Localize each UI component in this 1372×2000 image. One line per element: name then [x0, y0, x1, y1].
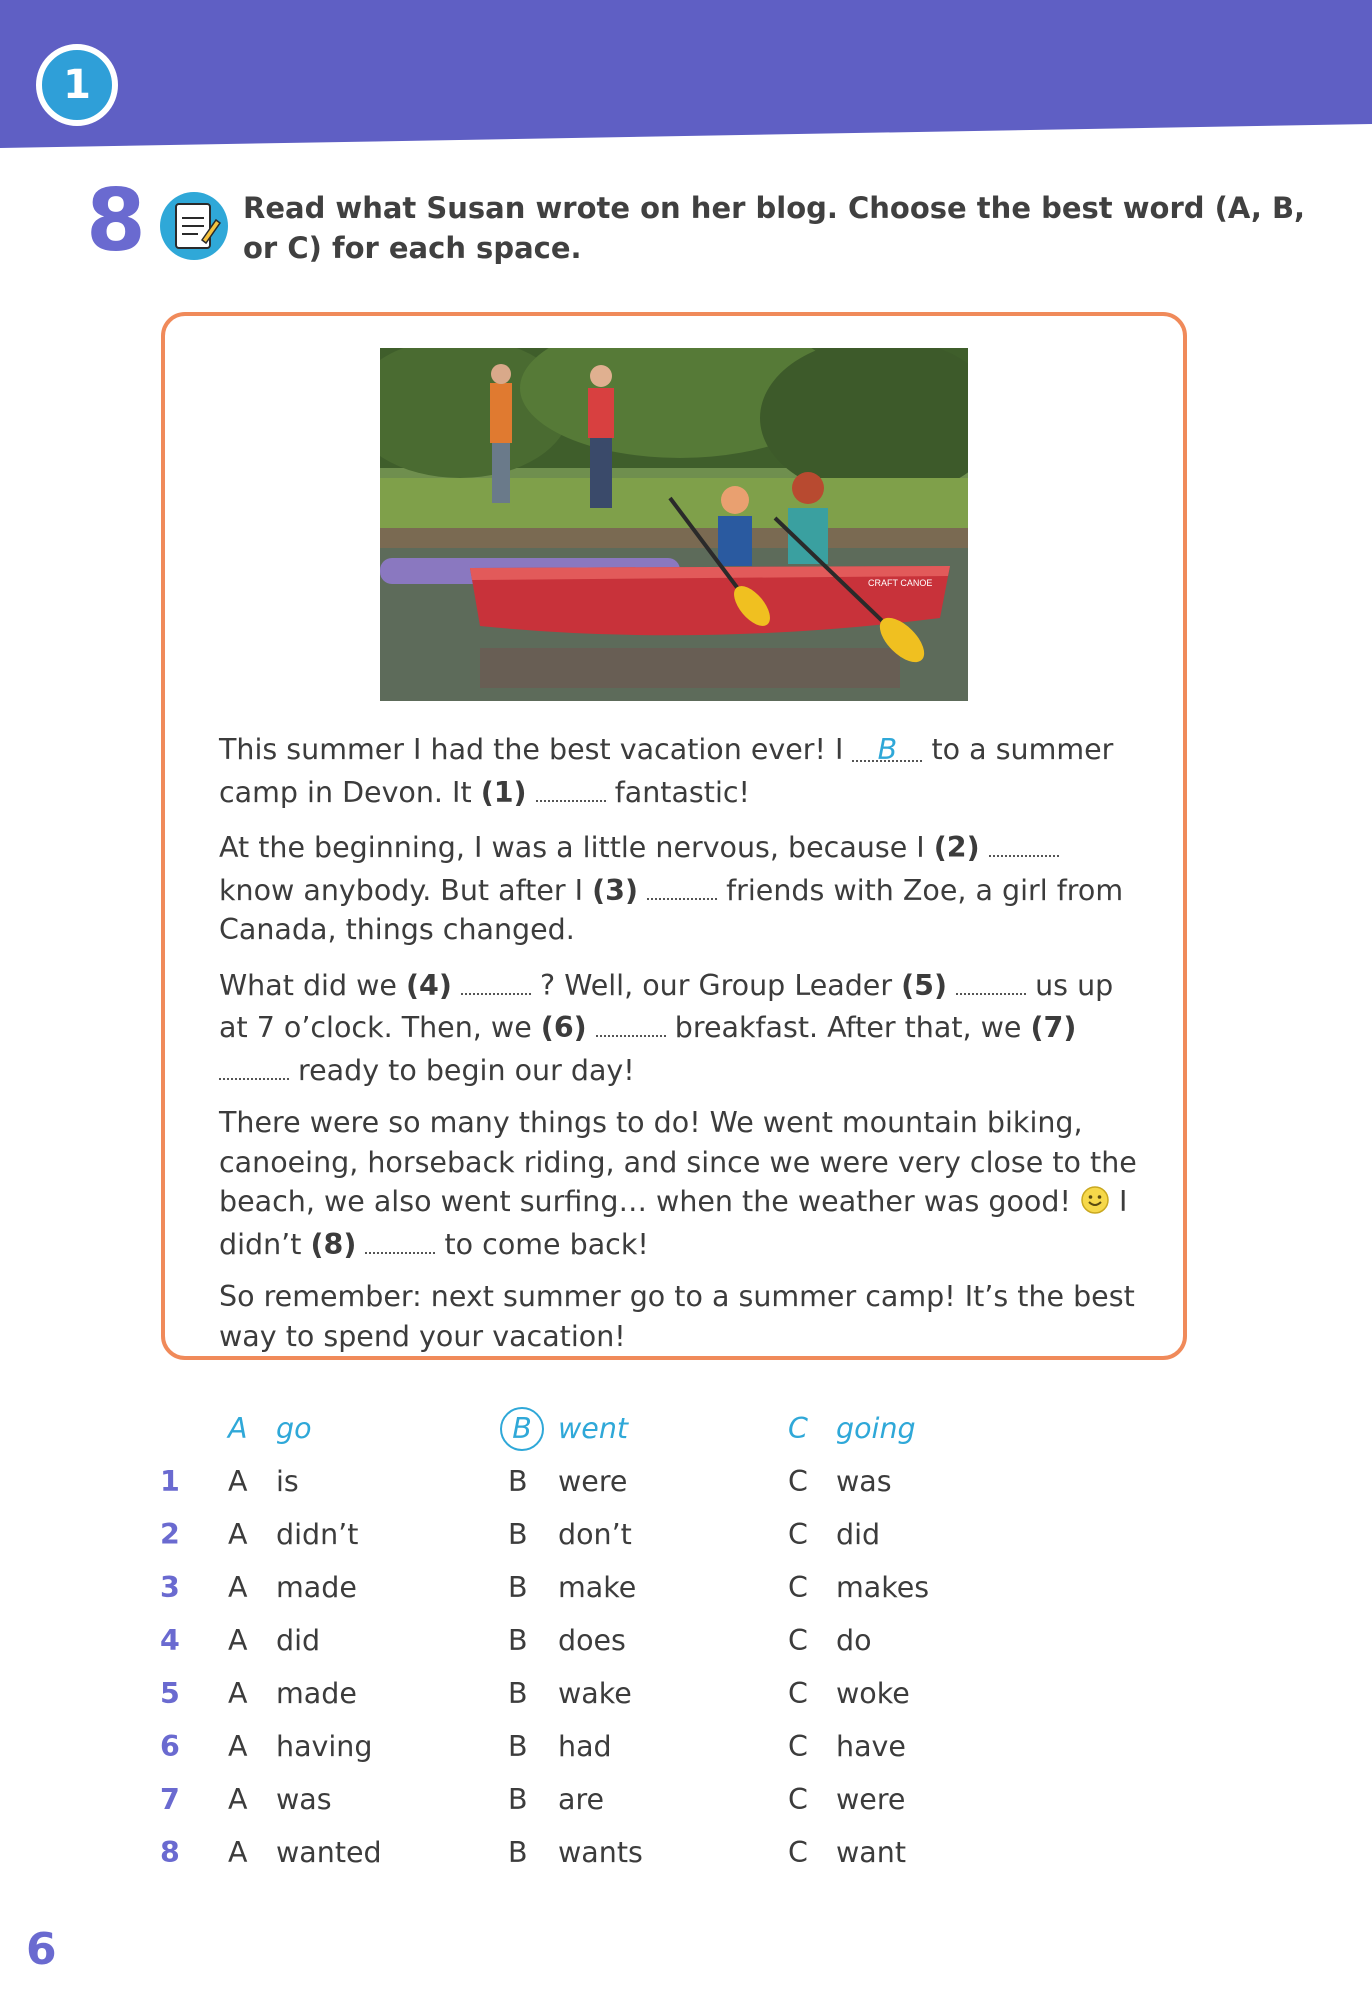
option-word[interactable]: is	[276, 1465, 299, 1498]
option-word[interactable]: have	[836, 1730, 906, 1763]
question-number: 5	[160, 1677, 180, 1710]
exercise-instructions: Read what Susan wrote on her blog. Choose the best word (A, B, or C) for each space.	[243, 191, 1306, 265]
option-row	[156, 1571, 1156, 1624]
unit-number: 1	[63, 62, 91, 108]
option-word[interactable]: don’t	[558, 1518, 632, 1551]
option-letter: A	[228, 1412, 248, 1445]
option-word[interactable]: did	[276, 1624, 321, 1657]
option-word[interactable]: are	[558, 1783, 605, 1816]
option-word[interactable]: were	[558, 1465, 628, 1498]
question-number: 3	[160, 1571, 180, 1604]
option-word[interactable]: went	[558, 1412, 629, 1445]
unit-badge	[36, 44, 118, 126]
option-letter: B	[508, 1783, 528, 1816]
example-option-row	[156, 1412, 1156, 1465]
option-word[interactable]: going	[836, 1412, 916, 1445]
question-number: 4	[160, 1624, 180, 1657]
option-rows	[156, 1465, 1156, 1889]
option-letter: A	[228, 1518, 248, 1551]
option-word[interactable]: make	[558, 1571, 637, 1604]
option-row	[156, 1465, 1156, 1518]
option-letter: A	[228, 1571, 248, 1604]
option-row	[156, 1624, 1156, 1677]
option-letter: A	[228, 1465, 248, 1498]
question-number: 8	[160, 1836, 180, 1869]
blog-paragraph-4: There were so many things to do! We went mountain biking, canoeing, horseback riding, and since we were very close to the beach, we also went surfing… when the weather was good! I didn’t (8) to come back!	[219, 1106, 1137, 1261]
option-letter: C	[788, 1730, 808, 1763]
option-letter: C	[788, 1677, 808, 1710]
page-number: 6	[26, 1924, 57, 1975]
option-word[interactable]: were	[836, 1783, 906, 1816]
canoe-photo	[380, 348, 968, 701]
option-row	[156, 1677, 1156, 1730]
option-letter: B	[508, 1465, 528, 1498]
option-word[interactable]: made	[276, 1571, 357, 1604]
question-number: 1	[160, 1465, 180, 1498]
selected-answer-circle: B	[500, 1407, 544, 1451]
option-letter: A	[228, 1836, 248, 1869]
blank-8[interactable]	[365, 1222, 435, 1254]
option-letter: B	[508, 1571, 528, 1604]
option-letter: B	[508, 1730, 528, 1763]
option-row	[156, 1730, 1156, 1783]
top-banner	[0, 0, 1372, 148]
option-letter: A	[228, 1624, 248, 1657]
option-letter: C	[788, 1836, 808, 1869]
blog-text	[219, 730, 1139, 1369]
option-row	[156, 1518, 1156, 1571]
option-letter: B	[508, 1624, 528, 1657]
option-word[interactable]: want	[836, 1836, 907, 1869]
blank-2[interactable]	[989, 825, 1059, 857]
option-letter: C	[788, 1465, 808, 1498]
answer-options	[156, 1412, 1156, 1889]
question-number: 6	[160, 1730, 180, 1763]
exercise-number: 8	[86, 171, 146, 271]
option-word[interactable]: makes	[836, 1571, 930, 1604]
option-word[interactable]: having	[276, 1730, 373, 1763]
blank-1[interactable]	[536, 770, 606, 802]
option-word[interactable]: wants	[558, 1836, 643, 1869]
option-letter: B	[508, 1518, 528, 1551]
option-word[interactable]: wake	[558, 1677, 632, 1710]
option-word[interactable]: did	[836, 1518, 881, 1551]
exam-notepad-icon	[158, 190, 230, 262]
question-number: 7	[160, 1783, 180, 1816]
option-letter: A	[228, 1783, 248, 1816]
option-letter: C	[788, 1518, 808, 1551]
blog-paragraph-3: What did we (4) ? Well, our Group Leader (5) us up at 7 o’clock. Then, we (6) breakfast. After that, we (7) ready to begin our day!	[219, 963, 1139, 1091]
blank-6[interactable]	[596, 1005, 666, 1037]
option-word[interactable]: had	[558, 1730, 612, 1763]
option-letter: C	[788, 1783, 808, 1816]
example-blank: B	[852, 730, 922, 762]
option-word[interactable]: do	[836, 1624, 872, 1657]
blog-paragraph-5: So remember: next summer go to a summer camp! It’s the best way to spend your vacation!	[219, 1280, 1135, 1353]
blog-paragraph-1: This summer I had the best vacation ever! I B to a summer camp in Devon. It (1) fantastic!	[219, 730, 1139, 812]
option-word[interactable]: was	[836, 1465, 892, 1498]
blank-5[interactable]	[956, 963, 1026, 995]
blank-3[interactable]	[647, 868, 717, 900]
option-word[interactable]: didn’t	[276, 1518, 359, 1551]
option-word[interactable]: go	[276, 1412, 312, 1445]
smiley-icon	[1080, 1185, 1110, 1215]
option-letter: C	[788, 1412, 808, 1445]
option-word[interactable]: was	[276, 1783, 332, 1816]
option-letter: C	[788, 1571, 808, 1604]
option-letter: B	[508, 1836, 528, 1869]
canoe-brand-label: CRAFT CANOE	[868, 578, 933, 588]
blog-paragraph-2: At the beginning, I was a little nervous, because I (2) know anybody. But after I (3) friends with Zoe, a girl from Canada, things changed.	[219, 825, 1139, 950]
option-letter: B	[508, 1677, 528, 1710]
blank-7[interactable]	[219, 1048, 289, 1080]
option-row	[156, 1836, 1156, 1889]
option-word[interactable]: does	[558, 1624, 626, 1657]
option-word[interactable]: made	[276, 1677, 357, 1710]
option-word[interactable]: wanted	[276, 1836, 382, 1869]
option-row	[156, 1783, 1156, 1836]
blank-4[interactable]	[461, 963, 531, 995]
question-number: 2	[160, 1518, 180, 1551]
option-letter: A	[228, 1677, 248, 1710]
option-letter: A	[228, 1730, 248, 1763]
option-letter: C	[788, 1624, 808, 1657]
option-word[interactable]: woke	[836, 1677, 910, 1710]
